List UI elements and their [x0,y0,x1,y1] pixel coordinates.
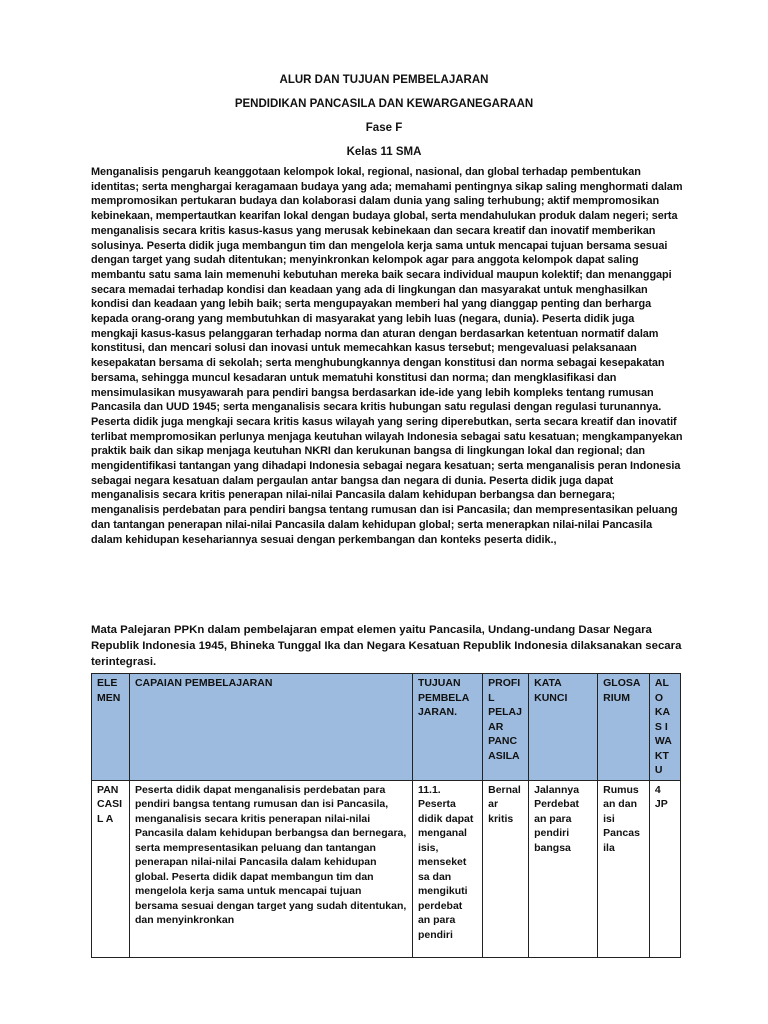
title-block [0,73,768,159]
header-elemen: ELE MEN [92,674,130,781]
table-header-row [92,674,681,781]
header-glosarium: GLOSA RIUM [598,674,650,781]
cell-capaian: Peserta didik dapat menganalisis perdebatan para pendiri bangsa tentang rumusan dan isi Pancasila, menganalisis secara kritis penerapan nilai-nilai Pancasila dalam kehidupan berbangsa dan bernegara, serta mempresentasikan peluang dan tantangan penerapan nilai-nilai Pancasila dalam kehidupan global. Peserta didik dapat membangun tim dan mengelola kerja sama untuk mencapai tujuan bersama sesuai dengan target yang sudah ditentukan, dan menyinkronkan [129,780,412,957]
header-alokasi: ALO KAS I WA KTU [649,674,680,781]
header-tujuan: TUJUAN PEMBELA JARAN. [412,674,482,781]
doc-title: ALUR DAN TUJUAN PEMBELAJARAN [279,74,489,86]
header-capaian: CAPAIAN PEMBELAJARAN [129,674,412,781]
learning-table [91,673,681,958]
intro-paragraph: Mata Palejaran PPKn dalam pembelajaran empat elemen yaitu Pancasila, Undang-undang Dasar Negara Republik Indonesia 1945, Bhineka Tunggal Ika dan Negara Kesatuan Republik Indonesia dilaksanakan secara terintegrasi. [91,624,682,668]
class-title: Kelas 11 SMA [346,146,422,158]
phase-title: Fase F [365,122,403,134]
cell-elemen: PAN CASIL A [92,780,130,957]
header-profil: PROFI L PELAJ AR PANC ASILA [483,674,529,781]
header-kata-kunci: KATA KUNCI [529,674,598,781]
cell-profil: Bernal ar kritis [483,780,529,957]
cell-alokasi: 4 JP [649,780,680,957]
table-row [92,780,681,957]
cell-tujuan: 11.1. Peserta didik dapat menganal isis, menseket sa dan mengikuti perdebat an para pendiri [412,780,482,957]
cell-glosarium: Rumus an dan isi Pancas ila [598,780,650,957]
learning-outcome-paragraph: Menganalisis pengaruh keanggotaan kelompok lokal, regional, nasional, dan global terhadap pembentukan identitas; serta menghargai keragamaan budaya yang ada; memahami pentingnya sikap saling menghormati dalam mempromosikan pertukaran budaya dan kolaborasi dalam dunia yang saling terhubung; aktif mempromosikan kebinekaan, mempertautkan kearifan lokal dengan budaya global, serta mendahulukan produk dalam negeri; serta menganalisis secara kritis kasus-kasus yang merusak kebinekaan dan secara kreatif dan inovatif memberikan solusinya. Peserta didik juga membangun tim dan mengelola kerja sama untuk mencapai tujuan bersama sesuai dengan target yang sudah ditentukan; menyinkronkan kelompok agar para anggota kelompok dapat saling membantu satu sama lain memenuhi kebutuhan mereka baik secara individual maupun kolektif; dan menanggapi secara memadai terhadap kondisi dan keadaan yang ada di lingkungan dan masyarakat untuk menghasilkan kondisi dan keadaan yang lebih baik; serta mengupayakan memberi hal yang dianggap penting dan berharga kepada orang-orang yang membutuhkan di masyarakat yang lebih luas (negara, dunia). Peserta didik juga mengkaji kasus-kasus pelanggaran terhadap norma dan aturan dengan berdasarkan ketentuan normatif dalam konstitusi, dan mencari solusi dan inovasi untuk memecahkan kasus tersebut; mengevaluasi pelaksanaan kesepakatan bersama di sekolah; serta menghubungkannya dengan konstitusi dan norma sebagai kesepakatan bersama, sehingga muncul kesadaran untuk mematuhi konstitusi dan norma; dan mengklasifikasi dan mensimulasikan musyawarah para pendiri bangsa berdasarkan ide-ide yang lebih kompleks tentang rumusan Pancasila dan UUD 1945; serta menganalisis secara kritis hubungan satu regulasi dengan regulasi turunannya. Peserta didik juga mengkaji secara kritis kasus wilayah yang sering diperebutkan, serta secara kreatif dan inovatif terlibat mempromosikan perlunya menjaga keutuhan wilayah Indonesia sebagai satu kesatuan; mengkampanyekan praktik baik dan sikap menjaga keutuhan NKRI dan kerukunan bangsa di lingkungan lokal dan regional; dan mengidentifikasi tantangan yang dihadapi Indonesia sebagai negara kesatuan; serta menganalisis peran Indonesia sebagai negara kesatuan dalam pergaulan antar bangsa dan negara di dunia. Peserta didik juga dapat menganalisis secara kritis penerapan nilai-nilai Pancasila dalam kehidupan berbangsa dan bernegara; menganalisis perdebatan para pendiri bangsa tentang rumusan dan isi Pancasila; dan mempresentasikan peluang dan tantangan penerapan nilai-nilai Pancasila dalam kehidupan global; serta menerapkan nilai-nilai Pancasila dalam kehidupan kesehariannya sesuai dengan perkembangan dan konteks peserta didik., [91,166,683,546]
cell-kata-kunci: Jalannya Perdebat an para pendiri bangsa [529,780,598,957]
subject-title: PENDIDIKAN PANCASILA DAN KEWARGANEGARAAN [234,98,534,110]
